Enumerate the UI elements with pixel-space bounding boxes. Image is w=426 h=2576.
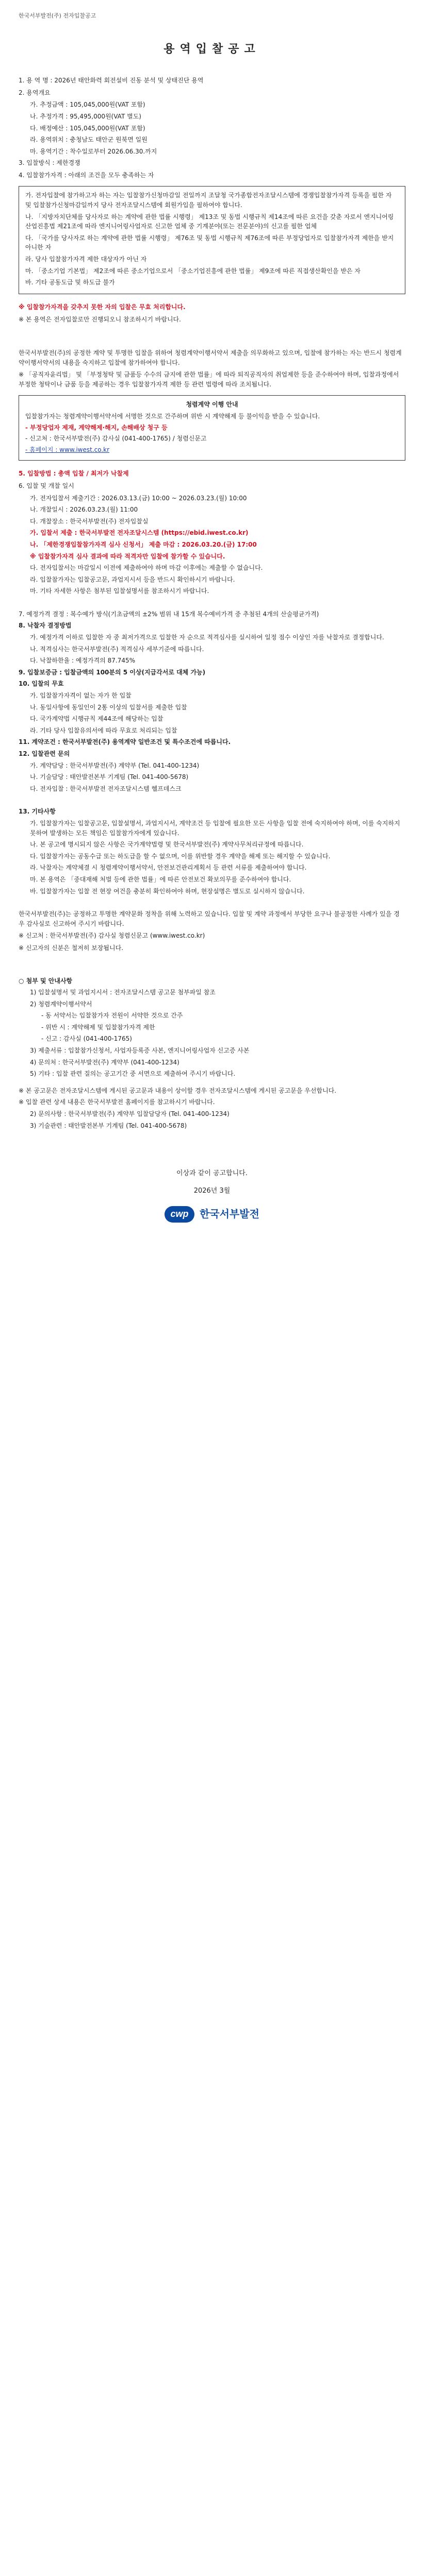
closing-statement: 이상과 같이 공고합니다. (176, 1170, 248, 1178)
integrity-box-title: 청렴계약 이행 안내 (186, 401, 238, 409)
terms-section (19, 609, 405, 794)
terms-line: 다. 국가계약법 시행규칙 제44조에 해당하는 입찰 (30, 715, 163, 723)
submission-item: 가. 입찰서 제출 : 한국서부발전 전자조달시스템 (https://ebid.iwest.co.kr) (30, 529, 249, 537)
eligibility-box (19, 186, 405, 294)
overview-item: 다. 배정예산 : 105,045,000원(VAT 포함) (30, 124, 145, 132)
closing-paragraph: ※ 신고처 : 한국서부발전(주) 감사실 청렴신문고 (www.iwest.co.kr) (19, 932, 205, 940)
terms-line: 가. 예정가격 이하로 입찰한 자 중 최저가격으로 입찰한 자 순으로 적격심사를 실시하여 일정 점수 이상인 자를 낙찰자로 결정합니다. (30, 634, 384, 641)
integrity-paragraph: 한국서부발전(주)의 공정한 계약 및 투명한 입찰을 위하여 청렴계약이행서약서 제출을 의무화하고 있으며, 입찰에 참가하는 자는 반드시 청렴계약이행서약서의 내용을 숙지하고 입찰에 참가하여야 합니다. (19, 349, 402, 366)
attachment-line: - 위반 시 : 계약해제 및 입찰참가자격 제한 (41, 1023, 155, 1031)
bidding-method: 3. 입찰방식 : 제한경쟁 (19, 159, 80, 167)
attachment-note: 2) 문의사항 : 한국서부발전(주) 계약부 입찰담당자 (Tel. 041-400-1234) (30, 1110, 230, 1118)
integrity-box (19, 395, 405, 461)
terms-line: 나. 동일사항에 동일인이 2통 이상의 입찰서를 제출한 입찰 (30, 703, 187, 711)
bid-schedule-list (19, 494, 405, 527)
attachment-line: 3) 제출서류 : 입찰참가신청서, 사업자등록증 사본, 엔지니어링사업자 신고증 사본 (30, 1047, 250, 1055)
misc-line: 바. 입찰참가자는 입찰 전 현장 여건을 충분히 확인하여야 하며, 현장설명은 별도로 실시하지 않습니다. (30, 887, 305, 895)
misc-line: 라. 낙찰자는 계약체결 시 청렴계약이행서약서, 안전보건관리계획서 등 관련 서류를 제출하여야 합니다. (30, 864, 307, 872)
attachment-line: 4) 문의처 : 한국서부발전(주) 계약부 (041-400-1234) (30, 1058, 179, 1066)
misc-line: 가. 입찰참가자는 입찰공고문, 입찰설명서, 과업지시서, 계약조건 등 입찰에 필요한 모든 사항을 입찰 전에 숙지하여야 하며, 이를 숙지하지 못하여 발생하는 모든 책임은 입찰참가자에게 있습니다. (30, 819, 400, 837)
terms-line: 다. 전자입찰 : 한국서부발전 전자조달시스템 헬프데스크 (30, 785, 182, 792)
closing-paragraph: ※ 신고자의 신분은 철저히 보장됩니다. (19, 944, 124, 952)
overview-list (19, 100, 405, 156)
attachment-line: - 동 서약서는 입찰참가자 전원이 서약한 것으로 간주 (41, 1012, 183, 1020)
announcement-page (0, 0, 426, 1223)
eligibility-item: 가. 전자입찰에 참가하고자 하는 자는 입찰참가신청마감일 전일까지 조달청 국가종합전자조달시스템에 경쟁입찰참가자격 등록을 필한 자 및 입찰참가신청마감일까지 당사 전자조달시스템에 회원가입을 필하여야 합니다. (25, 192, 392, 209)
overview-title: 2. 용역개요 (19, 89, 51, 96)
misc-section (19, 807, 405, 896)
bid-method-text: 5. 입찰방법 : 총액 입찰 / 최저가 낙찰제 (19, 470, 129, 478)
company-logo (19, 1206, 405, 1223)
bid-method (19, 469, 405, 479)
closing-paragraph: 한국서부발전(주)는 공정하고 투명한 계약문화 정착을 위해 노력하고 있습니다. 입찰 및 계약 과정에서 부당한 요구나 불공정한 사례가 있을 경우 감사실로 신고하여 주시기 바랍니다. (19, 910, 400, 927)
schedule-item: 다. 개찰장소 : 한국서부발전(주) 전자입찰실 (30, 517, 149, 525)
misc-line: 마. 본 용역은 「중대재해 처벌 등에 관한 법률」에 따른 안전보건 확보의무를 준수하여야 합니다. (30, 875, 291, 883)
terms-line: 7. 예정가격 결정 : 복수예가 방식(기초금액의 ±2% 범위 내 15개 복수예비가격 중 추첨된 4개의 산술평균가격) (19, 610, 319, 618)
eligibility-note: ※ 본 용역은 전자입찰로만 진행되오니 참조하시기 바랍니다. (19, 316, 181, 324)
eligibility-item: 라. 당사 입찰참가자격 제한 대상자가 아닌 자 (25, 256, 147, 263)
logo-text: 한국서부발전 (200, 1208, 259, 1221)
eligibility-item: 나. 「지방자치단체를 당사자로 하는 계약에 관한 법률 시행령」 제13조 및 동법 시행규칙 제14조에 따른 요건을 갖춘 자로서 엔지니어링산업진흥법 제21조에 따라 엔지니어링사업자로 신고한 업체 중 기계분야(또는 전문분야)의 신고를 필한 업체 (25, 213, 394, 230)
bid-schedule-title: 6. 입찰 및 개찰 일시 (19, 482, 74, 489)
eligibility-item: 바. 기타 공동도급 및 하도급 불가 (25, 279, 115, 286)
eligibility-item: 마. 「중소기업 기본법」 제2조에 따른 중소기업으로서 「중소기업진흥에 관한 법률」 제9조에 따른 직접생산확인을 받은 자 (25, 267, 361, 275)
submission-item: 나. 「제한경쟁입찰참가자격 심사 신청서」 제출 마감 : 2026.03.20.(금) 17:00 (30, 540, 257, 548)
terms-line: 11. 계약조건 : 한국서부발전(주) 용역계약 일반조건 및 특수조건에 따릅니다. (19, 738, 231, 746)
submission-item: 다. 전자입찰서는 마감일시 이전에 제출하여야 하며 마감 이후에는 제출할 수 없습니다. (30, 564, 263, 572)
eligibility-title: 4. 입찰참가자격 : 아래의 조건을 모두 충족하는 자 (19, 171, 154, 179)
bid-submission-list (19, 528, 405, 596)
attachment-line: - 신고 : 감사실 (041-400-1765) (41, 1035, 132, 1043)
integrity-box-line: - 부정당업자 제재, 계약해제·해지, 손해배상 청구 등 (25, 423, 168, 431)
integrity-box-line: 입찰참가자는 청렴계약이행서약서에 서명한 것으로 간주하며 위반 시 계약해제 등 불이익을 받을 수 있습니다. (25, 412, 320, 420)
overview-item: 마. 용역기간 : 착수일로부터 2026.06.30.까지 (30, 147, 157, 155)
integrity-box-line: - 신고처 : 한국서부발전(주) 감사실 (041-400-1765) / 청렴신문고 (25, 435, 207, 443)
attachment-line: 2) 청렴계약이행서약서 (30, 1000, 92, 1008)
attachment-section (19, 976, 405, 1131)
closing-section (19, 909, 405, 953)
misc-line: 13. 기타사항 (19, 808, 56, 816)
terms-line: 다. 낙찰하한율 : 예정가격의 87.745% (30, 657, 136, 665)
terms-line: 나. 적격심사는 한국서부발전(주) 적격심사 세부기준에 따릅니다. (30, 645, 204, 653)
announcement-date: 2026년 3월 (193, 1187, 231, 1195)
page-title: 용역입찰공고 (163, 43, 260, 56)
eligibility-item: 다. 「국가를 당사자로 하는 계약에 관한 법률 시행령」 제76조 및 동법 시행규칙 제76조에 따른 부정당업자로 입찰참가자격 제한을 받지 아니한 자 (25, 234, 394, 251)
schedule-item: 나. 개찰일시 : 2026.03.23.(월) 11:00 (30, 506, 138, 514)
terms-line: 8. 낙찰자 결정방법 (19, 622, 72, 630)
attachment-note: ※ 본 공고문은 전자조달시스템에 게시된 공고문과 내용이 상이할 경우 전자조달시스템에 게시된 공고문을 우선합니다. (19, 1087, 337, 1094)
attachment-title: ○ 첨부 및 안내사항 (19, 977, 73, 985)
overview-item: 가. 추정금액 : 105,045,000원(VAT 포함) (30, 101, 145, 109)
misc-line: 다. 입찰참가자는 공동수급 또는 하도급을 할 수 없으며, 이를 위반할 경우 계약을 해제 또는 해지할 수 있습니다. (30, 852, 331, 860)
attachment-note: ※ 입찰 관련 상세 내용은 한국서부발전 홈페이지를 참고하시기 바랍니다. (19, 1098, 215, 1106)
terms-line: 나. 기술담당 : 태안발전본부 기계팀 (Tel. 041-400-5678) (30, 773, 189, 781)
schedule-item: 가. 전자입찰서 제출기간 : 2026.03.13.(금) 10:00 ~ 2026.03.23.(월) 10:00 (30, 494, 247, 502)
terms-line: 10. 입찰의 무효 (19, 680, 64, 688)
terms-line: 12. 입찰관련 문의 (19, 750, 70, 758)
overview-item: 라. 용역위치 : 충청남도 태안군 원북면 일원 (30, 136, 148, 144)
terms-line: 9. 입찰보증금 : 입찰금액의 100분의 5 이상(지급각서로 대체 가능) (19, 668, 206, 676)
terms-line: 가. 입찰참가자격이 없는 자가 한 입찰 (30, 692, 132, 700)
eligibility-note: ※ 입찰참가자격을 갖추지 못한 자의 입찰은 무효 처리합니다. (19, 303, 186, 311)
overview-item: 나. 추정가격 : 95,495,000원(VAT 별도) (30, 112, 141, 120)
submission-item: 라. 입찰참가자는 입찰공고문, 과업지시서 등을 반드시 확인하시기 바랍니다. (30, 575, 235, 583)
project-title: 1. 용 역 명 : 2026년 태안화력 회전설비 진동 분석 및 상태진단 용역 (19, 77, 204, 84)
terms-line: 가. 계약담당 : 한국서부발전(주) 계약부 (Tel. 041-400-1234) (30, 761, 200, 769)
attachment-line: 5) 기타 : 입찰 관련 질의는 공고기간 중 서면으로 제출하여 주시기 바랍니다. (30, 1070, 236, 1078)
terms-line: 라. 기타 당사 입찰유의서에 따라 무효로 처리되는 입찰 (30, 726, 177, 734)
integrity-paragraph: ※ 「공직자윤리법」 및 「부정청탁 및 금품등 수수의 금지에 관한 법률」에 따라 퇴직공직자의 취업제한 등을 준수하여야 하며, 입찰과정에서 부정한 청탁이나 금품 등을 제공하는 경우 입찰참가자격 제한 등 관련 법령에 따라 조치됩니다. (19, 371, 399, 388)
integrity-box-link[interactable]: - 홈페이지 : www.iwest.co.kr (25, 446, 110, 453)
attachment-line: 1) 입찰설명서 및 과업지시서 : 전자조달시스템 공고문 첨부파일 참조 (30, 989, 216, 996)
logo-mark-icon: cwp (165, 1206, 194, 1223)
submission-item: 마. 기타 자세한 사항은 첨부된 입찰설명서를 참조하시기 바랍니다. (30, 587, 209, 595)
submission-item: ※ 입찰참가자격 심사 결과에 따라 적격자만 입찰에 참가할 수 있습니다. (30, 552, 225, 560)
attachment-note: 3) 기술관련 : 태안발전본부 기계팀 (Tel. 041-400-5678) (30, 1122, 187, 1129)
org-label: 한국서부발전(주) 전자입찰공고 (19, 12, 96, 19)
misc-line: 나. 본 공고에 명시되지 않은 사항은 국가계약법령 및 한국서부발전(주) 계약사무처리규정에 따릅니다. (30, 841, 304, 849)
